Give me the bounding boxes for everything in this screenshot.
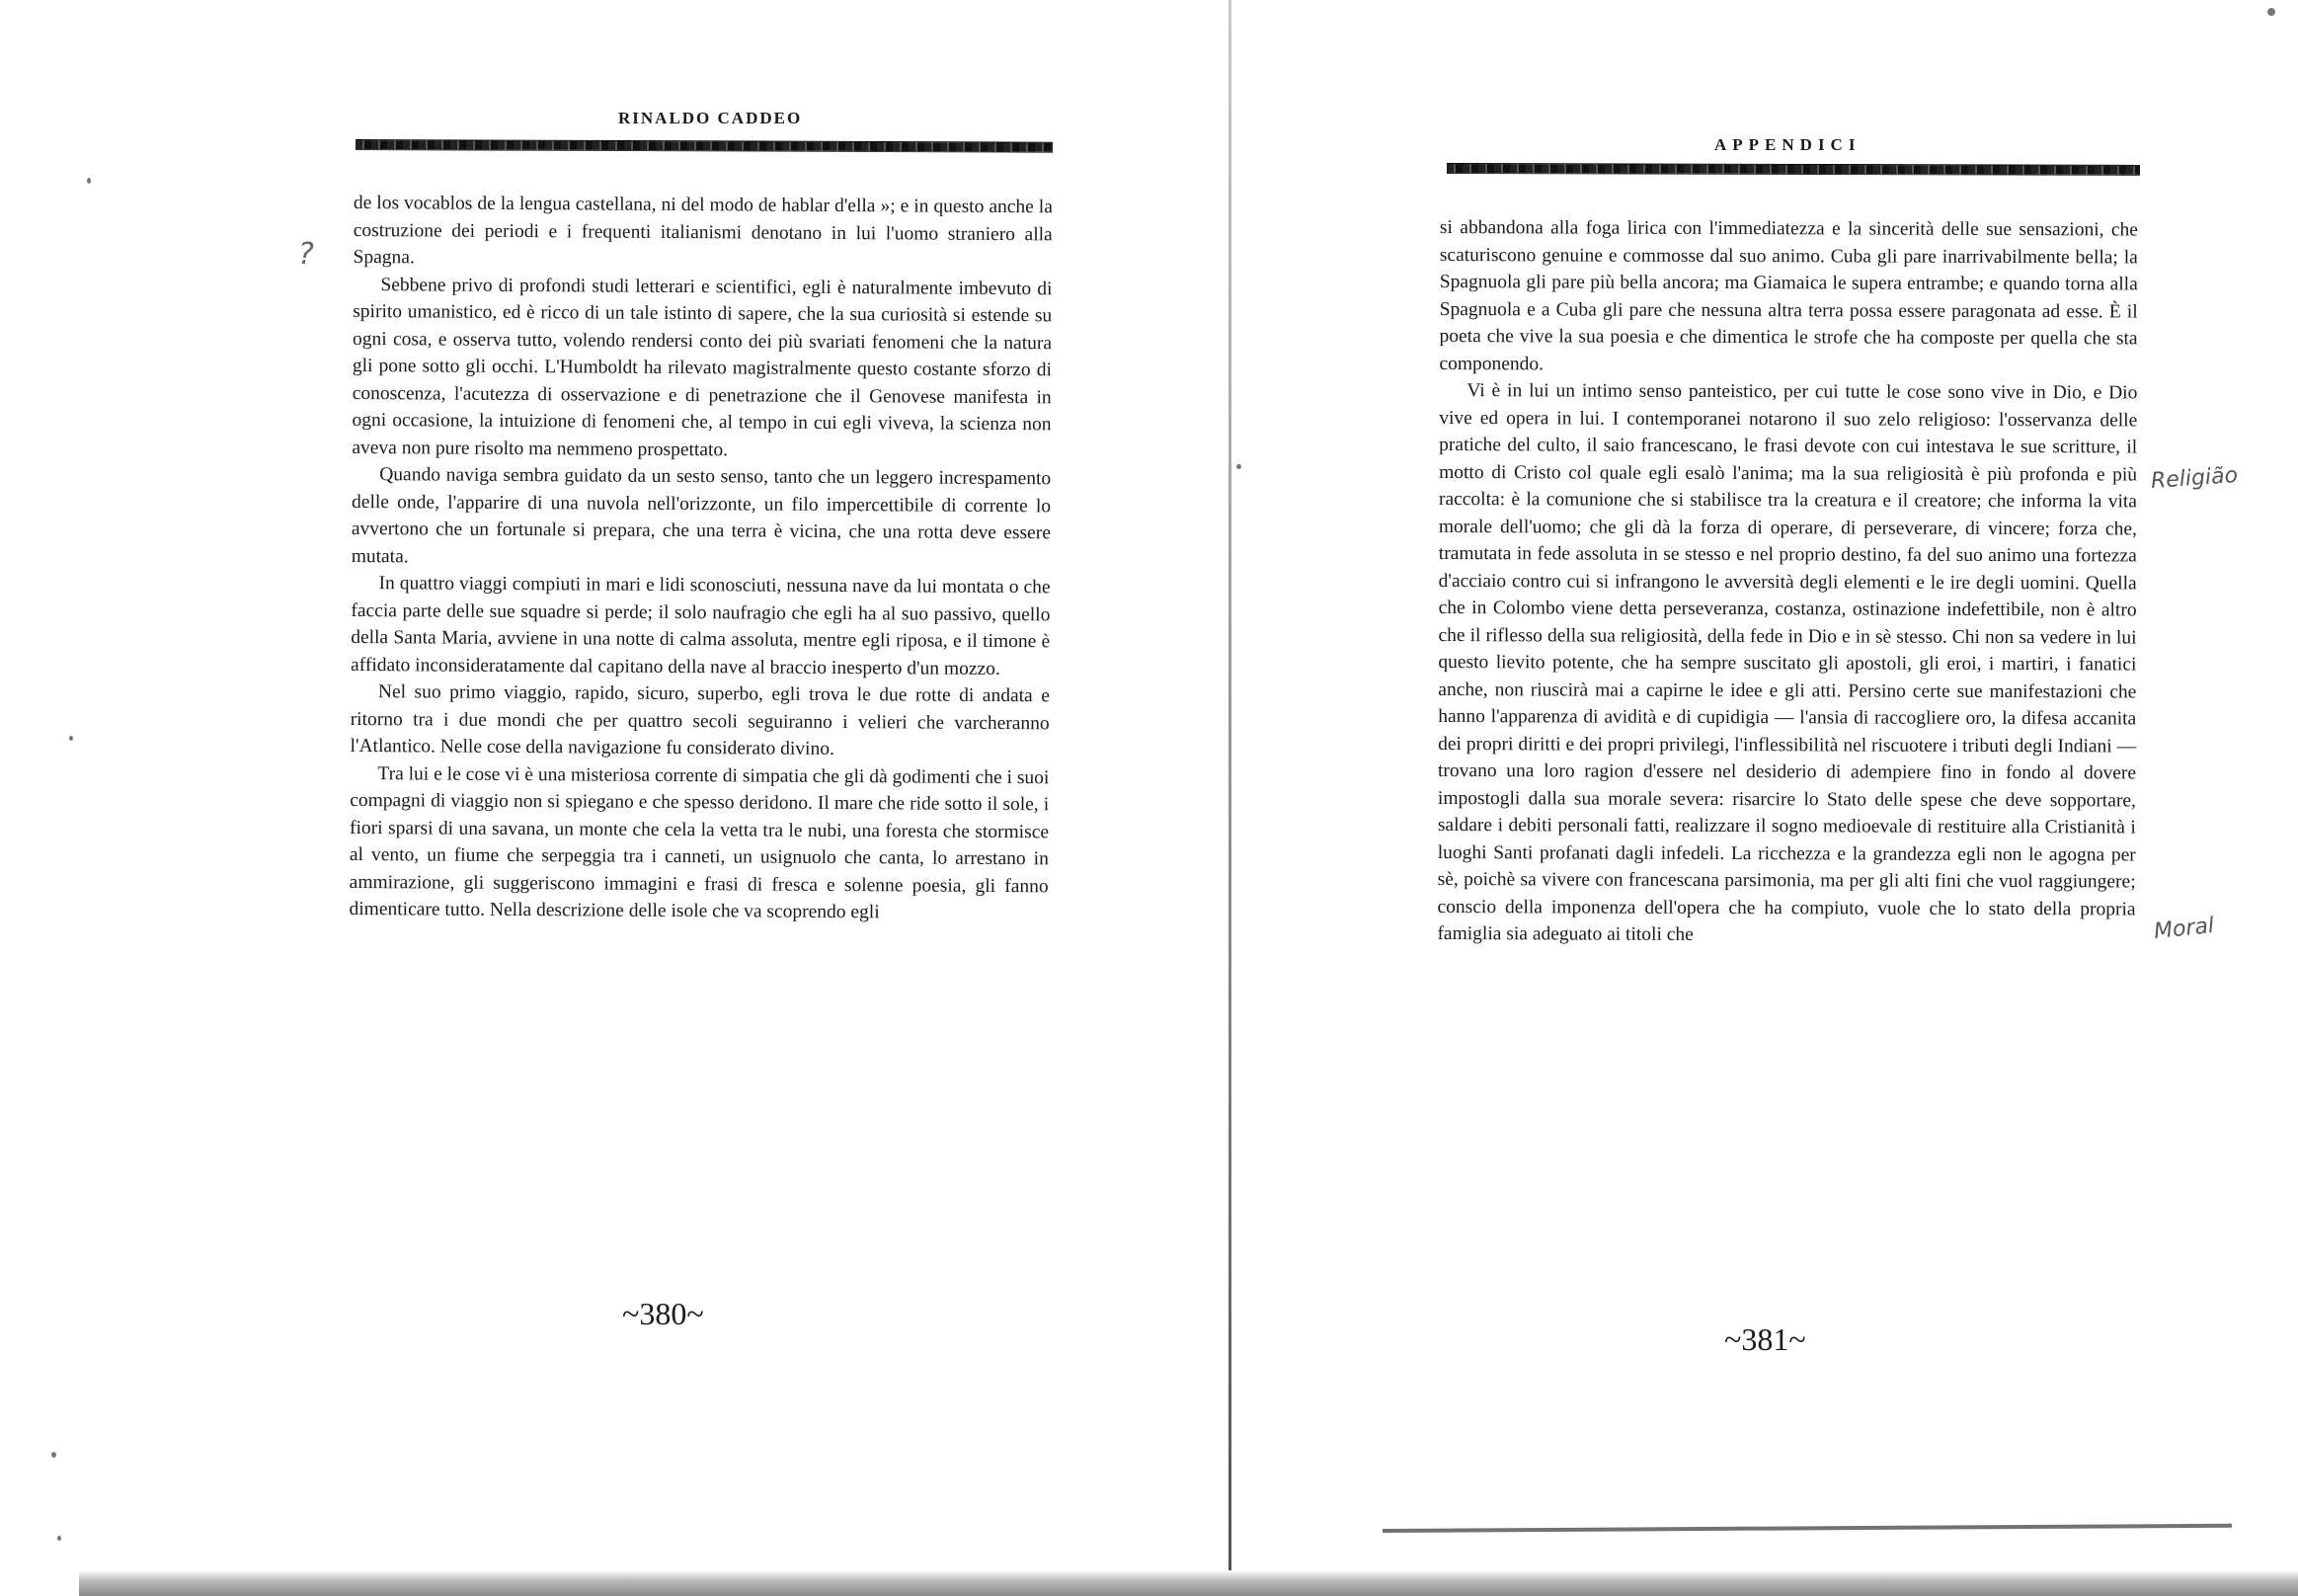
paragraph: Nel suo primo viaggio, rapido, sicuro, superbo, egli trova le due rotte di andata e ritorno tra i due mondi che per quattro secoli seguiranno i velieri che varcheranno l'Atlantico. Nelle cose della navigazione fu considerato divino. xyxy=(350,681,1050,759)
margin-note-moral: Moral xyxy=(2152,913,2216,945)
book-gutter xyxy=(1228,0,1231,1570)
paragraph: Tra lui e le cose vi è una misteriosa corrente di simpatia che gli dà godimenti che i suoi compagni di viaggio non si spiegano e che spesso deridono. Il mare che ride sotto il sole, i fiori sparsi di una savana, un monte che cela la vetta tra le nubi, una foresta che stormisce al vento, un fiume che serpeggia tra i canneti, un usignuolo che canta, lo arrestano in ammirazione, gli suggeriscono immagini e frasi di fresca e solenne poesia, gli fanno dimenticare tutto. Nella descrizione delle isole che va scoprendo egli xyxy=(349,762,1050,923)
scan-bottom-shadow xyxy=(79,1570,2298,1596)
scan-speck xyxy=(69,736,73,741)
paragraph: Vi è in lui un intimo senso panteistico, per cui tutte le cose sono vive in Dio, e Dio vive ed opera in lui. I contemporanei notarono il suo zelo religioso: l'osservanza delle pratiche del culto, il saio francescano, le frasi devote con cui intestava le sue scritture, il motto di Cristo col quale egli esalò l'anima; ma la sua religiosità è più profonda e più raccolta: è la comunione che si stabilisce tra la creatura e il creatore; che informa la vita morale dell'uomo; che gli dà la forza di operare, di perseverare, di vincere; forza che, tramutata in fede assoluta in se stesso e nel proprio destino, fa del suo animo una fortezza d'acciaio contro cui si infrangono le avversità degli elementi e le ire degli uomini. Quella che in Colombo viene detta perseveranza, costanza, ostinazione indefettibile, non è altro che il riflesso della sua religiosità, della fede in Dio e in sè stesso. Chi non sa vedere in lui questo lievito potente, che ha sempre suscitato gli apostoli, gli eroi, i martiri, i fanatici anche, non riuscirà mai a capirne le idee e gli atti. Persino certe sue manifestazioni che hanno l'apparenza di avidità e di cupidigia — l'ansia di raccogliere oro, la difesa accanita dei propri diritti e dei propri privilegi, l'inflessibilità nel riscuotere i tributi degli Indiani — trovano una loro ragion d'essere nel desiderio di adempiere fino in fondo al dovere impostogli dalla sua morale severa: risarcire lo Stato delle spese che deve sopportare, saldare i debiti personali fatti, realizzare il sogno medioevale di restituire alla Cristianità i luoghi Santi profanati dagli infedeli. La ricchezza e la grandezza egli non le agogna per sè, poichè sa vivere con francescana parsimonia, ma per gli alti fini che vuol raggiungere; conscio della imponenza dell'opera che ha compiuto, vuole che lo stato della propria famiglia sia adeguato ai titoli che xyxy=(1437,380,2138,945)
right-running-head: APPENDICI xyxy=(1714,135,1862,154)
right-page-number: ~381~ xyxy=(1724,1321,1806,1357)
margin-note-religiao: Religião xyxy=(2150,462,2239,495)
right-header-rule xyxy=(1447,163,2140,176)
scan-speck xyxy=(51,1452,56,1458)
paragraph: de los vocablos de la lengua castellana, ni del modo de hablar d'ella »; e in questo anche la costruzione dei periodi e i frequenti italianismi denotano in lui l'uomo straniero alla Spagna. xyxy=(353,192,1053,269)
paragraph: Sebbene privo di profondi studi letterari e scientifici, egli è naturalmente imbevuto di spirito umanistico, ed è ricco di un tale istinto di sapere, che la sua curiosità si estende su ogni cosa, e osserva tutto, volendo rendersi conto dei più svariati fenomeni che la natura gli pone sotto gli occhi. L'Humboldt ha rilevato magistralmente questo costante sforzo di conoscenza, l'acutezza di osservazione e di penetrazione che il Genovese manifesta in ogni occasione, la intuizione di fenomeni che, al tempo in cui egli viveva, la scienza non aveva non pure risolto ma nemmeno prospettato. xyxy=(352,274,1053,460)
margin-question-mark: ? xyxy=(298,237,314,272)
paragraph: In quattro viaggi compiuti in mari e lidi sconosciuti, nessuna nave da lui montata o che faccia parte delle sue squadre si perde; il solo naufragio che egli ha al suo passivo, quello della Santa Maria, avviene in una notte di calma assoluta, mentre egli riposa, e il timone è affidato inconsideratamente dal capitano della nave al braccio inesperto d'un mozzo. xyxy=(350,573,1051,679)
scan-speck xyxy=(57,1536,61,1541)
paragraph: si abbandona alla foga lirica con l'immediatezza e la sincerità delle sue sensazioni, che scaturiscono genuine e commosse dal suo animo. Cuba gli pare inarrivabilmente bella; la Spagnuola gli pare più bella ancora; ma Giamaica le supera entrambe; e quando torna alla Spagnuola e a Cuba gli pare che nessuna altra terra possa essere paragonata ad esse. È il poeta che vive la sua poesia e che dimentica le strofe che ha composte per quella che sta componendo. xyxy=(1439,216,2138,374)
left-page-number: ~380~ xyxy=(622,1296,704,1331)
left-running-head: RINALDO CADDEO xyxy=(618,109,803,127)
left-body-text xyxy=(349,190,1053,927)
right-body-text xyxy=(1437,214,2138,950)
scan-speck xyxy=(87,178,91,184)
paragraph: Quando naviga sembra guidato da un sesto senso, tanto che un leggero increspamento delle onde, l'apparire di una nuvola nell'orizzonte, un filo impercettibile di corrente lo avvertono che un fortunale si prepara, che una terra è vicina, che una rotta deve essere mutata. xyxy=(351,464,1052,567)
scan-speck xyxy=(2267,8,2275,16)
scan-speck xyxy=(1236,464,1241,469)
